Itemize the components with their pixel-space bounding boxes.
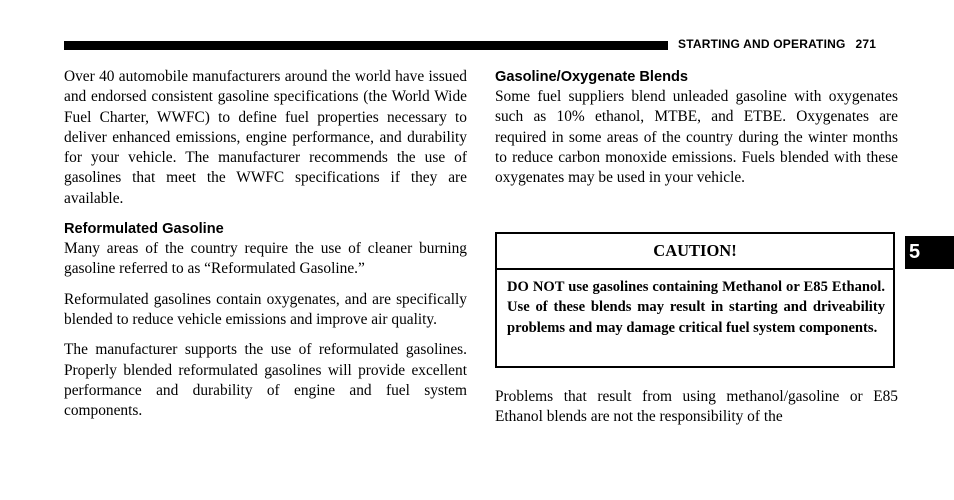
caution-title: CAUTION!	[497, 234, 893, 270]
section-title: STARTING AND OPERATING	[678, 37, 846, 51]
reformulated-paragraph-3: The manufacturer supports the use of reformulated gasolines. Properly blended reformulated gasolines will provide excellent performance and durability of engine and fuel system components.	[64, 341, 467, 420]
left-column	[64, 67, 467, 431]
reformulated-paragraph-2: Reformulated gasolines contain oxygenates, and are specifically blended to reduce vehicle emissions and improve air quality.	[64, 290, 467, 328]
intro-paragraph: Over 40 automobile manufacturers around the world have issued and endorsed consistent gasoline specifications (the World Wide Fuel Charter, WWFC) to define fuel properties necessary to deliver enhanced emissions, engine performance, and durability for your vehicle. The manufacturer recommends the use of gasolines that meet the WWFC specifications if they are available.	[64, 68, 467, 207]
chapter-tab: 5	[905, 236, 954, 269]
reformulated-paragraph-1: Many areas of the country require the use of cleaner burning gasoline referred to as “Reformulated Gasoline.”	[64, 240, 467, 278]
caution-box	[495, 232, 895, 368]
caution-text: DO NOT use gasolines containing Methanol or E85 Ethanol. Use of these blends may result in starting and driveability problems and may damage critical fuel system components.	[507, 279, 885, 336]
header-rule	[64, 41, 668, 50]
reformulated-gasoline-heading: Reformulated Gasoline	[64, 221, 224, 238]
oxygenate-paragraph: Some fuel suppliers blend unleaded gasoline with oxygenates such as 10% ethanol, MTBE, and ETBE. Oxygenates are required in some areas of the country during the winter months to reduce carbon monoxide emissions. Fuels blended with these oxygenates may be used in your vehicle.	[495, 88, 898, 187]
oxygenate-blends-heading: Gasoline/Oxygenate Blends	[495, 69, 689, 85]
running-header	[678, 37, 876, 51]
right-column	[495, 67, 898, 198]
page-number: 271	[855, 37, 877, 51]
problems-paragraph: Problems that result from using methanol/gasoline or E85 Ethanol blends are not the responsibility of the	[495, 388, 898, 426]
